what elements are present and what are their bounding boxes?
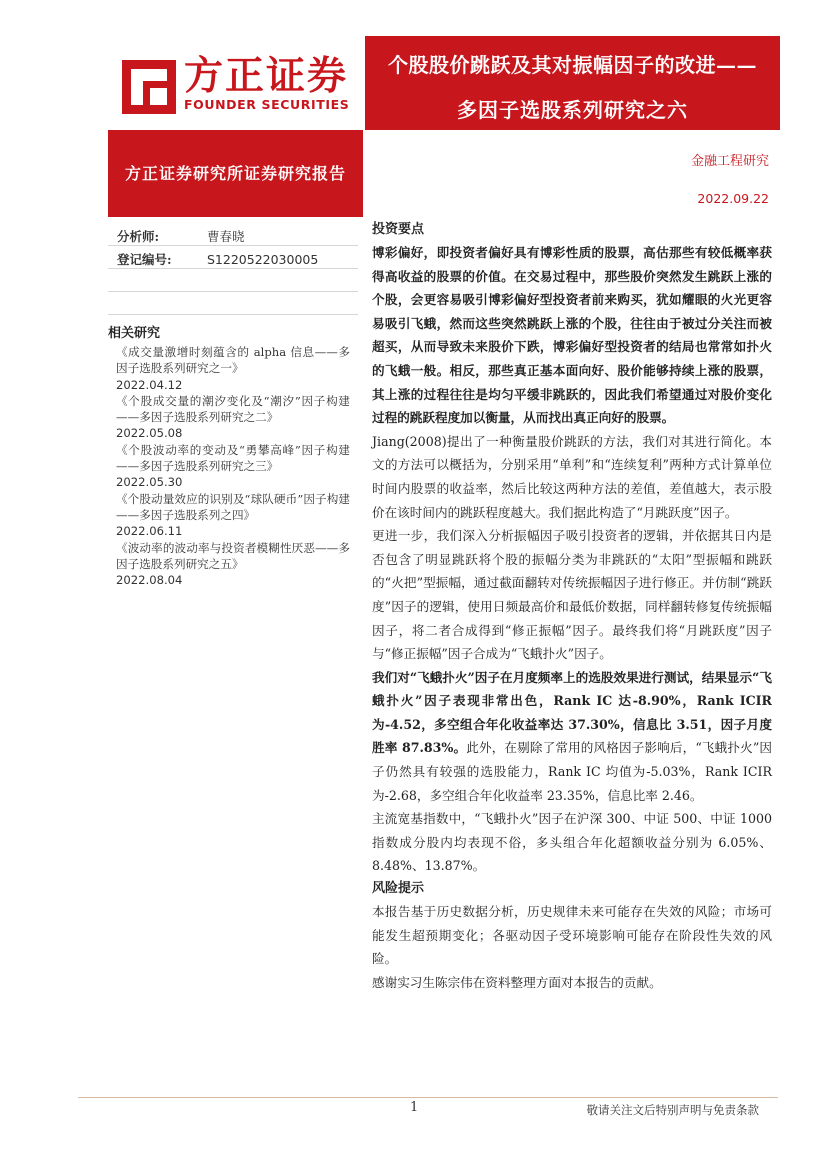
related-item[interactable] [116, 344, 350, 393]
page-number: 1 [410, 1100, 419, 1115]
related-research-list [116, 344, 350, 588]
report-title-line2: 多因子选股系列研究之六 [457, 98, 688, 122]
related-item[interactable] [116, 540, 350, 589]
related-item-date: 2022.04.12 [116, 377, 183, 392]
founder-logo-icon [122, 60, 176, 114]
related-research-title: 相关研究 [108, 326, 161, 341]
logo-english-name: FOUNDER SECURITIES [184, 97, 350, 112]
risk-text: 本报告基于历史数据分析，历史规律未来可能存在失效的风险；市场可能发生超预期变化；各驱动因子受环境影响可能存在阶段性失效的风险。 [372, 904, 772, 967]
report-type-label: 方正证券研究所证券研究报告 [124, 164, 346, 183]
analyst-name: 曹春晓 [207, 229, 245, 244]
report-title-line1: 个股股价跳跃及其对振幅因子的改进—— [388, 53, 757, 77]
related-item-title[interactable]: 《成交量激增时刻蕴含的 alpha 信息——多因子选股系列研究之一》 [116, 345, 350, 376]
divider [108, 314, 358, 315]
main-content [372, 219, 772, 994]
related-item-title[interactable]: 《个股动量效应的识别及“球队硬币”因子构建——多因子选股系列之四》 [116, 491, 350, 522]
related-item-date: 2022.05.30 [116, 475, 183, 490]
summary-paragraph-3: 更进一步，我们深入分析振幅因子吸引投资者的逻辑，并依据其日内是否包含了明显跳跃将个股的振幅分类为非跳跃的“太阳”型振幅和跳跃的“火把”型振幅，通过截面翻转对传统振幅因子进行修正。并仿制“跳跃度”因子的逻辑，使用日频最高价和最低价数据，同样翻转修复传统振幅因子，将二者合成得到“修正振幅”因子。最终我们将“月跳跃度”因子与“修正振幅”因子合成为“飞蛾扑火”因子。 [372, 528, 772, 662]
related-item-title[interactable]: 《波动率的波动率与投资者模糊性厌恶——多因子选股系列研究之五》 [116, 540, 350, 571]
summary-paragraph-4 [372, 666, 772, 808]
related-item-title[interactable]: 《个股波动率的变动及“勇攀高峰”因子构建——多因子选股系列研究之三》 [116, 442, 350, 474]
summary-paragraph-5: 主流宽基指数中，“飞蛾扑火”因子在沪深 300、中证 500、中证 1000 指数成分股内均表现不俗，多头组合年化超额收益分别为 6.05%、8.48%、13.87%。 [372, 811, 772, 874]
divider [108, 268, 358, 269]
registration-label: 登记编号: [117, 252, 172, 267]
results-highlight: 我们对“飞蛾扑火”因子在月度频率上的选股效果进行测试，结果显示“飞蛾扑火”因子表现非常出色，Rank IC 达-8.90%，Rank ICIR 为-4.52，多空组合年化收益率达 37.30%，信息比 3.51，因子月度胜率 87.83%。 [372, 669, 772, 756]
analyst-row [117, 227, 245, 245]
related-item[interactable] [116, 442, 350, 491]
registration-number: S1220522030005 [207, 252, 319, 267]
disclaimer-note: 敬请关注文后特别声明与免责条款 [586, 1103, 759, 1117]
footer-divider [78, 1097, 778, 1098]
divider [108, 245, 358, 246]
summary-paragraph-1: 博彩偏好，即投资者偏好具有博彩性质的股票，高估那些有较低概率获得高收益的股票的价值。在交易过程中，那些股价突然发生跳跃上涨的个股，会更容易吸引博彩偏好型投资者前来购买，犹如耀眼的火光更容易吸引飞蛾，然而这些突然跳跃上涨的个股，往往由于被过分关注而被超买，从而导致未来股价下跌，博彩偏好型投资者的结局也常常如扑火的飞蛾一般。相反，那些真正基本面向好、股价能够持续上涨的股票，其上涨的过程往往是均匀平缓非跳跃的，因此我们希望通过对股价变化过程的跳跃程度加以衡量，从而找出真正向好的股票。 [372, 245, 772, 426]
report-date: 2022.09.22 [697, 191, 769, 206]
results-detail: 此外，在剔除了常用的风格因子影响后，“飞蛾扑火”因子仍然具有较强的选股能力，Rank IC 均值为-5.03%，Rank ICIR 为-2.68，多空组合年化收益率 23.35%，信息比率 2.46。 [372, 740, 772, 803]
related-item[interactable] [116, 393, 350, 442]
analyst-label: 分析师: [117, 229, 160, 244]
related-item[interactable] [116, 491, 350, 540]
risk-title: 风险提示 [372, 881, 425, 897]
key-points-title: 投资要点 [372, 222, 425, 237]
department-label: 金融工程研究 [690, 154, 769, 169]
related-item-date: 2022.06.11 [116, 524, 183, 539]
related-item-date: 2022.05.08 [116, 426, 183, 441]
related-item-title[interactable]: 《个股成交量的潮汐变化及“潮汐”因子构建——多因子选股系列研究之二》 [116, 393, 350, 425]
divider [108, 291, 358, 292]
report-title-banner [365, 36, 780, 130]
summary-paragraph-2: Jiang(2008)提出了一种衡量股价跳跃的方法，我们对其进行简化。本文的方法可以概括为，分别采用“单利”和“连续复利”两种方式计算单位时间内股票的收益率，然后比较这两种方法的差值，差值越大，表示股价在该时间内的跳跃程度越大。我们据此构造了“月跳跃度”因子。 [372, 433, 772, 520]
registration-row [117, 250, 318, 268]
logo-chinese-name: 方正证券 [184, 54, 349, 99]
acknowledgement: 感谢实习生陈宗伟在资料整理方面对本报告的贡献。 [372, 974, 662, 990]
related-item-date: 2022.08.04 [116, 573, 183, 588]
